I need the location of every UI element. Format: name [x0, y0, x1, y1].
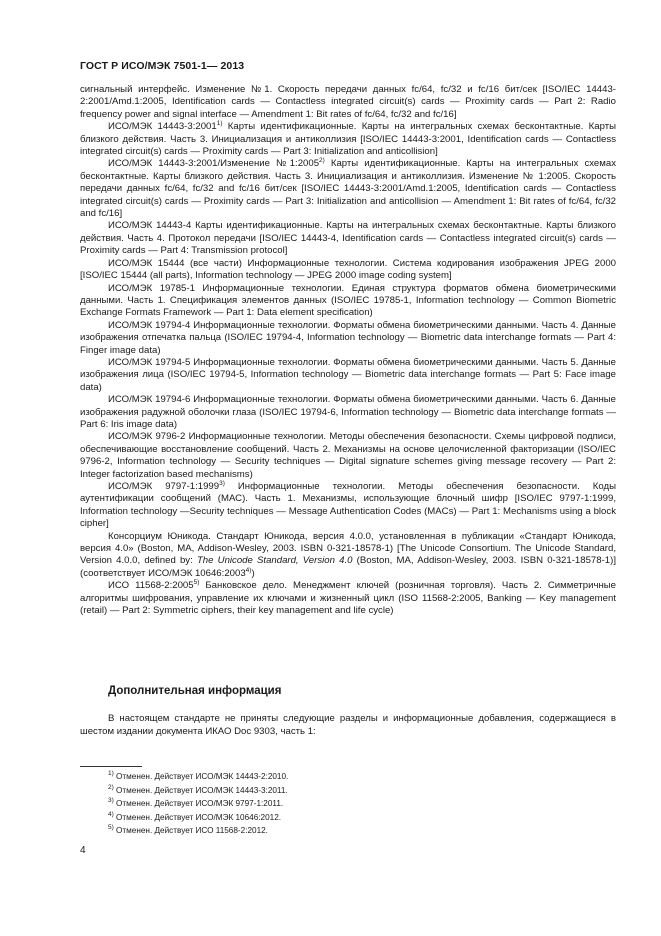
- reference-paragraph: ИСО/МЭК 9796-2 Информационные технологии. Методы обеспечения безопасности. Схемы цифровой подписи, обеспечивающие восстановление сообщений. Часть 2. Механизмы на основе целочисленной факторизации (ISO/IEC 9796-2, Information technology — Security techniques — Digital signature schemes giving message recovery — Part 2: Integer factorization based mechanisms): [80, 431, 616, 480]
- page-header: ГОСТ Р ИСО/МЭК 7501-1— 2013: [80, 60, 245, 72]
- footnote-ref: 1): [216, 120, 223, 128]
- footnote-ref: 3): [219, 480, 225, 487]
- footnotes: [108, 770, 288, 838]
- reference-paragraph: [80, 531, 616, 581]
- reference-paragraph: сигнальный интерфейс. Изменение №1. Скорость передачи данных fc/64, fc/32 и fc/16 бит/сек [ISO/IEC 14443-2:2001/Amd.1:2005, Identification cards — Contactless integrated circuit(s) cards — Proximity cards — Part 2: Radio frequency power and signal interface — Amendment 1: Bit rates of fc/64, fc/32 and fc/16]: [80, 84, 616, 120]
- reference-paragraph: [80, 580, 616, 617]
- reference-paragraph: ИСО/МЭК 19794-5 Информационные технологии. Форматы обмена биометрическими данными. Часть 5. Данные изображения лица (ISO/IEC 19794-5, Information technology — Biometric data interchange formats — Part 5: Face image data): [80, 356, 616, 393]
- reference-text: (Boston, MA, Addison-Wesley, 2003. ISBN 0-321-18578-1)] (соответствует ИСО/МЭК 10646:2003: [80, 555, 616, 579]
- footnote-text: Отменен. Действует ИСО/МЭК 14443-2:2010.: [113, 772, 289, 781]
- reference-text: Банковское дело. Менеджмент ключей (розничная торговля). Часть 2. Симметричные алгоритмы шифрования, управление их ключами и жизненный цикл (ISO 11568-2:2005, Banking — Key management (retail) — Part 2: Symmetric ciphers, their key management and life cycle): [80, 580, 616, 617]
- reference-text: Карты идентификационные. Карты на интегральных схемах бесконтактные. Карты близкого действия. Часть 3. Инициализация и антиколлизия. Изменение № 1:2005. Скорость передачи данных fc/64, fc/32 and fc/16 бит/сек [ISO/IEC 14443-3:2001/Amd.1:2005, Identification cards — Contactless integrated circuit(s) cards — Proximity cards — Part 3: Initialization and anticollision — Amendment 1: Bit rates of fc/64, fc/32 and fc/16]: [80, 158, 616, 220]
- footnote-text: Отменен. Действует ИСО/МЭК 10646:2012.: [113, 812, 282, 822]
- footnote: [108, 784, 288, 798]
- reference-paragraph: ИСО/МЭК 14443-4 Карты идентификационные. Карты на интегральных схемах бесконтактные. Карты близкого действия. Часть 4. Протокол передачи [ISO/IEC 14443-4, Identification cards — Contactless integrated circuit(s) cards — Proximity cards — Part 4: Transmission protocol]: [80, 220, 616, 257]
- footnote-mark: 1): [108, 770, 114, 777]
- reference-paragraph: ИСО/МЭК 19794-4 Информационные технологии. Форматы обмена биометрическими данными. Часть 4. Данные изображения отпечатка пальца (ISO/IEC 19794-4, Information technology — Biometric data interchange formats — Part 4: Finger image data): [80, 319, 616, 356]
- reference-code: ИСО/МЭК 14443-3:2001: [108, 121, 217, 133]
- footnote-divider: [80, 766, 142, 767]
- reference-paragraph: ИСО/МЭК 19794-6 Информационные технологии. Форматы обмена биометрическими данными. Часть 6. Данные изображения радужной оболочки глаза (ISO/IEC 19794-6, Information technology — Biometric data interchange formats — Part 6: Iris image data): [80, 394, 616, 430]
- body-paragraph: В настоящем стандарте не приняты следующие разделы и информационные добавления, содержащиеся в шестом издании документа ИКАО Doc 9303, часть 1:: [80, 713, 616, 737]
- footnote-text: Отменен. Действует ИСО/МЭК 14443-3:2011.: [113, 785, 288, 795]
- reference-text: ): [251, 567, 255, 579]
- reference-paragraph: ИСО/МЭК 19785-1 Информационные технологии. Единая структура форматов обмена биометрическими данными. Часть 1. Спецификация элементов данных (ISO/IEC 19785-1, Information technology — Common Biometric Exchange Formats Framework — Part 1: Data element specification): [80, 282, 616, 319]
- reference-code: ИСО/МЭК 14443-3:2001/Изменение №1:2005: [108, 158, 320, 170]
- footnote-mark: 2): [108, 783, 114, 791]
- reference-text: Консорциум Юникода. Стандарт Юникода, версия 4.0.0, установленная в публикации «Стандарт Юникода, версия 4.0» (Boston, MA, Addison-Wesley, 2003. ISBN 0-321-18578-1) [The Unicode Consortium. The Unicode Standard, Version 4.0.0, defined by:: [80, 530, 616, 567]
- reference-paragraph: ИСО/МЭК 15444 (все части) Информационные технологии. Система кодирования изображения JPEG 2000 [ISO/IEC 15444 (all parts), Information technology — JPEG 2000 image coding system]: [80, 257, 616, 282]
- reference-paragraph: [80, 121, 616, 158]
- footnote-mark: 4): [108, 810, 114, 818]
- reference-text: Информационные технологии. Методы обеспечения безопасности. Коды аутентификации сообщений (МАС). Часть 1. Механизмы, использующие блочный шифр [ISO/IEC 9797-1:1999, Information technology —Security techniques — Message Authentication Codes (MACs) — Part 1: Mechanisms using a block cipher]: [80, 481, 616, 530]
- footnote-ref: 2): [319, 157, 325, 165]
- reference-paragraph: [80, 158, 616, 220]
- reference-code: ИСО 11568-2:2005: [108, 580, 194, 592]
- footnote: [108, 811, 288, 825]
- footnote-ref: 5): [193, 579, 200, 587]
- italic-title: The Unicode Standard, Version 4.0: [196, 555, 353, 567]
- footnote-mark: 5): [108, 824, 114, 832]
- footnote-ref: 4): [245, 566, 252, 574]
- reference-text: Карты идентификационные. Карты на интегральных схемах бесконтактные. Карты близкого действия. Часть 3. Инициализация и антиколлизия [ISO/IEC 14443-3:2001, Identification cards — Contactless integrated circuit(s) cards — Proximity cards — Part 3: Initialization and anticollision]: [80, 121, 616, 158]
- footnote: [108, 824, 288, 838]
- reference-code: ИСО/МЭК 9797-1:1999: [108, 481, 220, 492]
- footnote: [108, 797, 288, 811]
- footnote-mark: 3): [108, 797, 114, 805]
- references-list: [80, 84, 616, 617]
- footnote-text: Отменен. Действует ИСО 11568-2:2012.: [113, 826, 268, 836]
- section-title: Дополнительная информация: [108, 685, 282, 697]
- footnote-text: Отменен. Действует ИСО/МЭК 9797-1:2011.: [113, 799, 284, 809]
- reference-paragraph: [80, 481, 616, 531]
- page-number: 4: [80, 845, 86, 856]
- footnote: [108, 770, 288, 784]
